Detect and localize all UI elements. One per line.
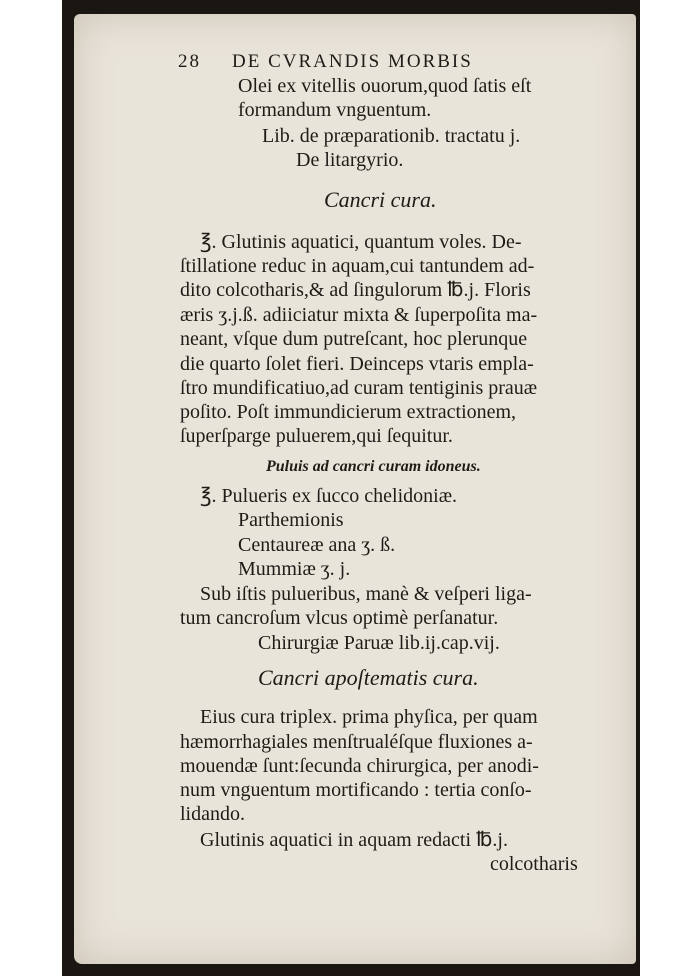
text-line: Parthemionis	[238, 509, 344, 531]
text-line: Sub iſtis pulueribus, manè & veſperi liga-	[200, 583, 532, 605]
text-line: ℥. Pulueris ex ſucco chelidoniæ.	[200, 485, 458, 507]
text-line: ſtro mundificatiuo,ad curam tentiginis prauæ	[180, 377, 538, 399]
recipe-heading: Puluis ad cancri curam idoneus.	[266, 458, 481, 475]
text-line: Glutinis aquatici in aquam redacti ℔.j.	[200, 829, 508, 851]
text-line: Centaureæ ana ʒ. ß.	[238, 534, 396, 556]
running-title: DE CVRANDIS MORBIS	[232, 51, 473, 72]
text-line: Lib. de præparationib. tractatu j.	[262, 125, 521, 147]
text-line: die quarto ſolet fieri. Deinceps vtaris empla-	[180, 353, 534, 375]
text-line: ſuperſparge puluerem,qui ſequitur.	[180, 425, 453, 447]
text-line: lidando.	[180, 803, 245, 825]
text-line: neant, vſque dum putreſcant, hoc plerunque	[180, 328, 528, 350]
text-line: poſito. Poſt immundicierum extractionem,	[180, 401, 517, 423]
text-line: De litargyrio.	[296, 149, 404, 171]
text-line: Olei ex vitellis ouorum,quod ſatis eſt	[238, 75, 532, 97]
page-number: 28	[178, 51, 201, 72]
text-line: Eius cura triplex. prima phyſica, per quam	[200, 706, 538, 728]
text-line: hæmorrhagiales menſtrualéſque fluxiones a-	[180, 731, 533, 753]
text-line: formandum vnguentum.	[238, 99, 432, 121]
text-line: mouendæ ſunt:ſecunda chirurgica, per anodi-	[180, 755, 539, 777]
section-heading: Cancri apoſtematis cura.	[258, 665, 479, 690]
text-line: Mummiæ ʒ. j.	[238, 558, 351, 580]
text-line: ℥. Glutinis aquatici, quantum voles. De-	[200, 231, 522, 253]
text-line: Chirurgiæ Paruæ lib.ij.cap.vij.	[258, 632, 500, 654]
section-heading: Cancri cura.	[324, 187, 437, 212]
text-line: æris ʒ.j.ß. adiiciatur mixta & ſuperpoſita ma-	[180, 304, 538, 326]
text-line: colcotharis	[490, 853, 578, 875]
text-line: num vnguentum mortificando : tertia conſo-	[180, 779, 532, 801]
text-line: tum cancroſum vlcus optimè perſanatur.	[180, 607, 499, 629]
text-line: ſtillatione reduc in aquam,cui tantundem ad-	[180, 255, 535, 277]
text-line: dito colcotharis,& ad ſingulorum ℔.j. Floris	[180, 279, 531, 301]
